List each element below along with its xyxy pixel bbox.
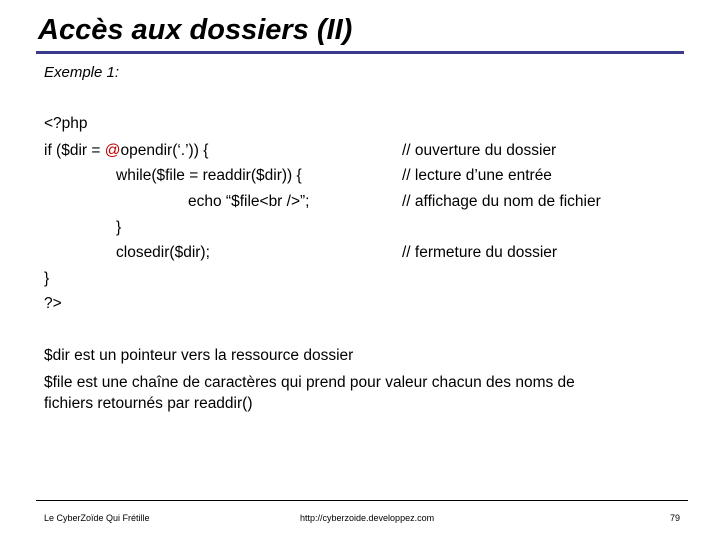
- comment-4: // fermeture du dossier: [402, 244, 558, 261]
- code-line-1: <?php: [44, 115, 88, 132]
- code-token: if ($dir =: [44, 142, 105, 159]
- code-line-6: [116, 243, 210, 262]
- code-error-suppress: @: [104, 142, 121, 159]
- title-underline: [36, 51, 684, 54]
- explanation-text: fichiers retournés par: [44, 395, 194, 412]
- code-function-name: readdir: [193, 395, 243, 412]
- code-line-7: }: [44, 270, 50, 287]
- code-line-4: echo “$file<br />”;: [188, 193, 310, 210]
- explanation-line-3: [44, 394, 252, 413]
- code-line-8: ?>: [44, 295, 62, 312]
- footer-url: http://cyberzoide.developpez.com: [300, 513, 435, 523]
- slide-title: Accès aux dossiers (II): [38, 14, 353, 46]
- footer-left: Le CyberZoïde Qui Frétille: [44, 513, 150, 523]
- explanation-text: (): [242, 395, 253, 412]
- code-token: ($dir)) {: [250, 167, 302, 184]
- code-function-name: opendir: [120, 142, 173, 159]
- comment-2: // lecture d’une entrée: [402, 167, 552, 184]
- code-token: ($dir);: [169, 244, 210, 261]
- code-line-3: [116, 166, 302, 185]
- comment-3: // affichage du nom de fichier: [402, 193, 601, 210]
- explanation-line-2: $file est une chaîne de caractères qui prend pour valeur chacun des noms de: [44, 374, 575, 391]
- code-token: while($file =: [116, 167, 203, 184]
- example-label: Exemple 1:: [44, 64, 120, 81]
- code-function-name: readdir: [202, 167, 251, 184]
- code-token: (‘.’)) {: [172, 142, 209, 159]
- page-number: 79: [670, 513, 681, 523]
- footer-rule: [36, 500, 688, 501]
- code-line-2: [44, 141, 208, 160]
- code-line-5: }: [116, 219, 122, 236]
- comment-1: // ouverture du dossier: [402, 142, 557, 159]
- code-function-name: closedir: [116, 244, 170, 261]
- explanation-line-1: $dir est un pointeur vers la ressource dossier: [44, 347, 354, 364]
